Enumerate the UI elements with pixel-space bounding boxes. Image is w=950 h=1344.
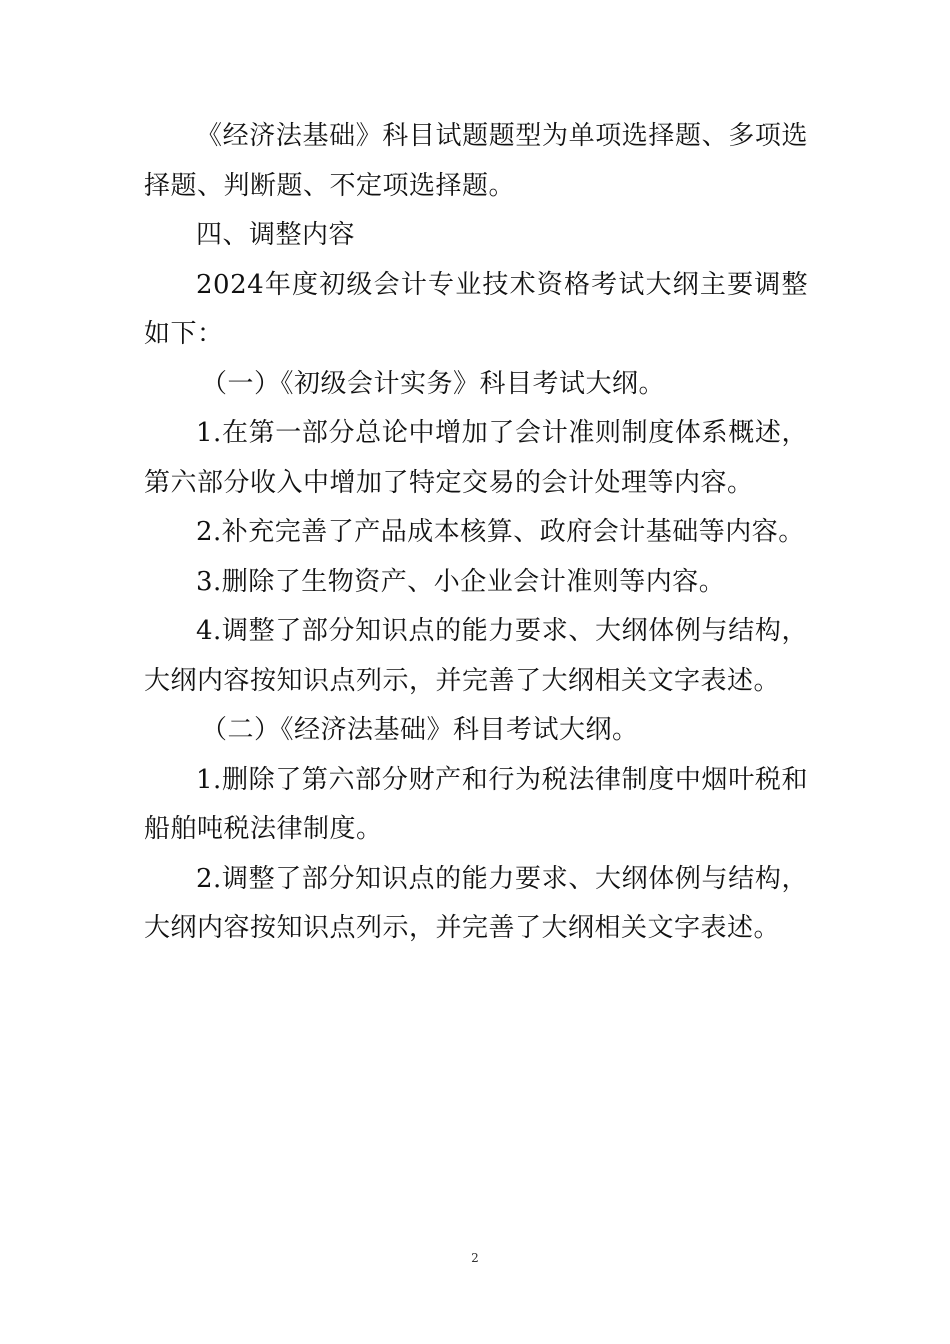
practice-item-1: 1.在第一部分总论中增加了会计准则制度体系概述，第六部分收入中增加了特定交易的会计处理等内容。: [144, 418, 808, 498]
subsection-two-heading: （二）《经济法基础》科目考试大纲。: [201, 715, 639, 745]
law-item-1: 1.删除了第六部分财产和行为税法律制度中烟叶税和船舶吨税法律制度。: [144, 764, 808, 844]
document-body: [144, 112, 808, 954]
paragraph-exam-types: 《经济法基础》科目试题题型为单项选择题、多项选择题、判断题、不定项选择题。: [144, 121, 808, 201]
page-number: 2: [471, 1251, 479, 1265]
paragraph-intro: 2024年度初级会计专业技术资格考试大纲主要调整如下：: [144, 269, 808, 349]
subsection-one-heading: （一）《初级会计实务》科目考试大纲。: [201, 368, 666, 399]
law-item-2: 2.调整了部分知识点的能力要求、大纲体例与结构，大纲内容按知识点列示，并完善了大纲相关文字表述。: [144, 863, 808, 943]
section-four-heading: 四、调整内容: [196, 220, 356, 250]
practice-item-2: 2.补充完善了产品成本核算、政府会计基础等内容。: [196, 517, 805, 547]
practice-item-3: 3.删除了生物资产、小企业会计准则等内容。: [196, 566, 726, 597]
practice-item-4: 4.调整了部分知识点的能力要求、大纲体例与结构，大纲内容按知识点列示，并完善了大纲相关文字表述。: [144, 616, 808, 696]
